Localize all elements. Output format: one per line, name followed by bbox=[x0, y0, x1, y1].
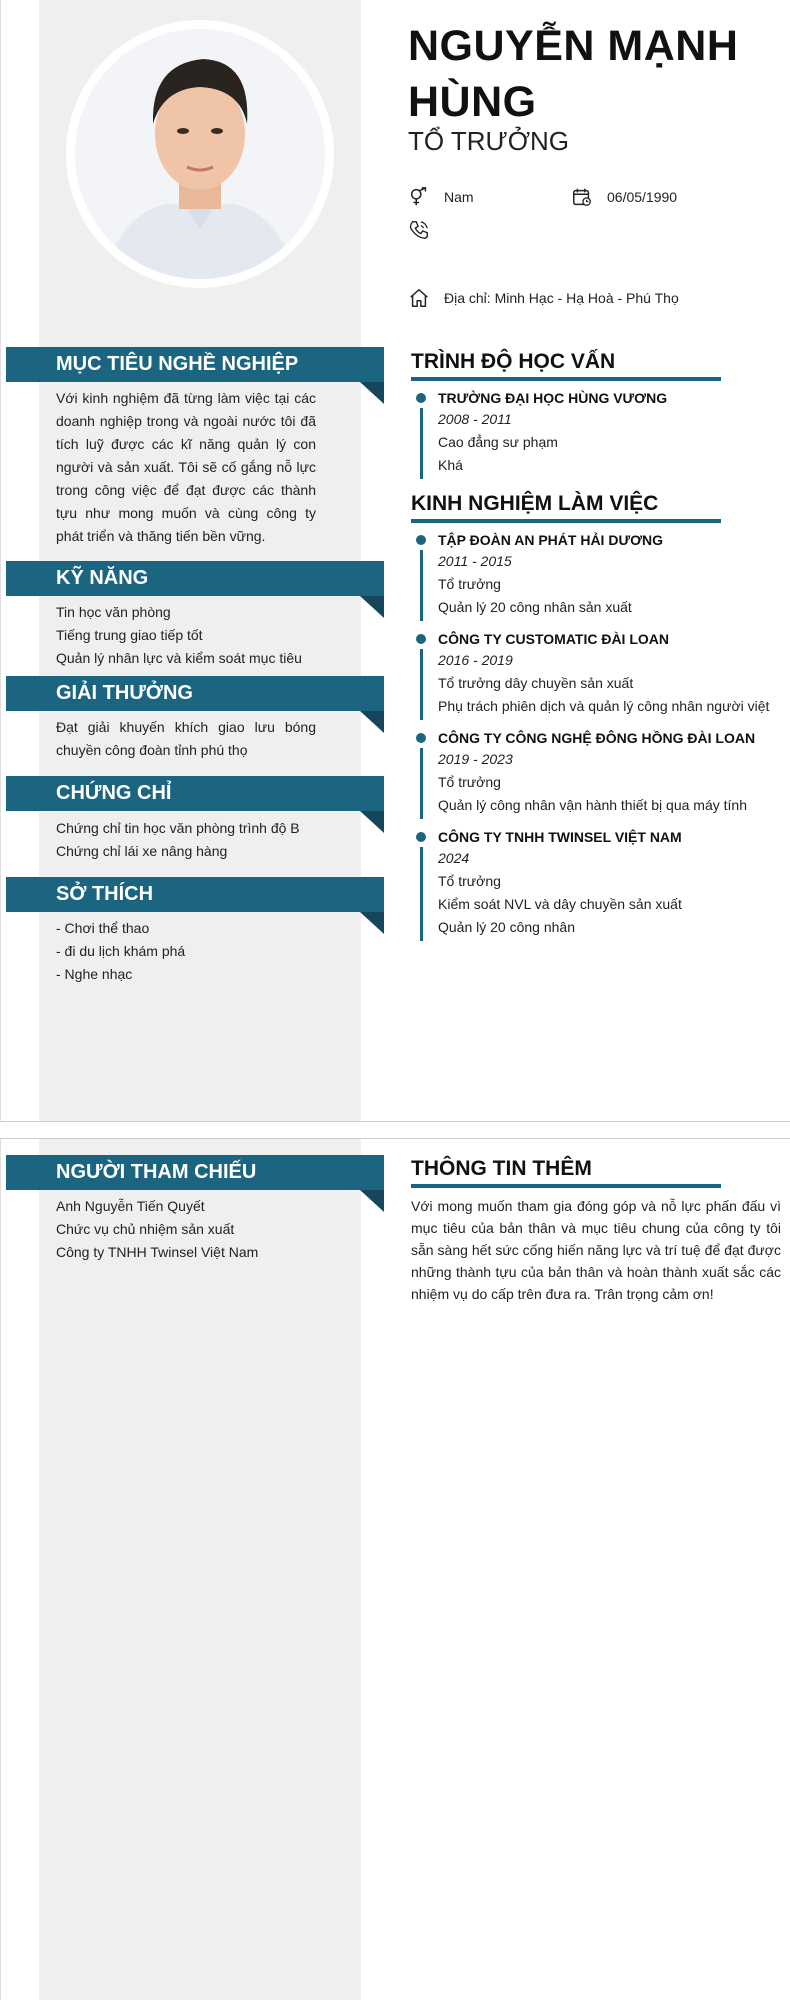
additional-info-heading: THÔNG TIN THÊM bbox=[411, 1157, 721, 1188]
experience-item bbox=[411, 827, 781, 939]
timeline-line bbox=[420, 748, 423, 819]
heading-fold bbox=[360, 1190, 384, 1212]
home-icon bbox=[408, 287, 430, 309]
experience-item bbox=[411, 728, 781, 817]
experience-date: 2011 - 2015 bbox=[438, 553, 512, 569]
timeline-line bbox=[420, 550, 423, 621]
page-gap bbox=[0, 1122, 790, 1138]
objective-heading: MỤC TIÊU NGHỀ NGHIỆP bbox=[6, 347, 384, 382]
heading-fold bbox=[360, 382, 384, 404]
timeline-dot bbox=[416, 733, 426, 743]
education-line: Khá bbox=[438, 457, 463, 473]
education-timeline bbox=[411, 388, 781, 487]
timeline-line bbox=[420, 408, 423, 479]
profile-photo bbox=[75, 29, 325, 279]
education-heading: TRÌNH ĐỘ HỌC VẤN bbox=[411, 350, 721, 381]
phone-row bbox=[408, 219, 444, 241]
certificates-list bbox=[56, 817, 316, 863]
experience-line: Phụ trách phiên dịch và quản lý công nhân người việt bbox=[438, 698, 770, 714]
timeline-dot bbox=[416, 393, 426, 403]
list-item: - Nghe nhạc bbox=[56, 966, 133, 982]
left-column bbox=[39, 1139, 361, 2000]
education-item bbox=[411, 388, 781, 477]
birthdate-row bbox=[571, 186, 677, 208]
list-item: Chứng chỉ lái xe nâng hàng bbox=[56, 843, 228, 859]
heading-fold bbox=[360, 596, 384, 618]
list-item: - Chơi thể thao bbox=[56, 920, 150, 936]
gender-row bbox=[408, 186, 474, 208]
certificates-heading: CHỨNG CHỈ bbox=[6, 776, 384, 811]
objective-text: Với kinh nghiệm đã từng làm việc tại các doanh nghiệp trong và ngoài nước tôi đã tích luỹ được các kĩ năng quản lý con người và sản xuất. Tôi sẽ cố gắng nỗ lực trong công việc để đạt được các thành tựu như mong muốn và cùng công ty phát triển và thăng tiến bền vững. bbox=[56, 390, 316, 544]
full-name: NGUYỄN MẠNH HÙNG bbox=[408, 22, 739, 126]
education-org: TRƯỜNG ĐẠI HỌC HÙNG VƯƠNG bbox=[438, 390, 668, 406]
experience-line: Quản lý 20 công nhân sản xuất bbox=[438, 599, 632, 615]
list-item: Công ty TNHH Twinsel Việt Nam bbox=[56, 1244, 259, 1260]
education-date: 2008 - 2011 bbox=[438, 411, 512, 427]
list-item: Tin học văn phòng bbox=[56, 604, 171, 620]
experience-org: CÔNG TY TNHH TWINSEL VIỆT NAM bbox=[438, 829, 682, 845]
birthdate-value: 06/05/1990 bbox=[607, 189, 678, 205]
awards-heading: GIẢI THƯỞNG bbox=[6, 676, 384, 711]
timeline-line bbox=[420, 847, 423, 941]
skills-heading: KỸ NĂNG bbox=[6, 561, 384, 596]
experience-line: Kiểm soát NVL và dây chuyền sản xuất bbox=[438, 896, 682, 912]
experience-line: Tổ trưởng bbox=[438, 576, 501, 592]
experience-line: Quản lý công nhân vận hành thiết bị qua máy tính bbox=[438, 797, 747, 813]
cv-page-2 bbox=[0, 1138, 790, 2000]
list-item: Tiếng trung giao tiếp tốt bbox=[56, 627, 203, 643]
address-value: Địa chỉ: Minh Hạc - Hạ Hoà - Phú Thọ bbox=[444, 290, 679, 306]
person-photo-icon bbox=[75, 29, 325, 279]
hobbies-heading: SỞ THÍCH bbox=[6, 877, 384, 912]
list-item: Chức vụ chủ nhiệm sản xuất bbox=[56, 1221, 235, 1237]
list-item: Chứng chỉ tin học văn phòng trình độ B bbox=[56, 820, 300, 836]
timeline-dot bbox=[416, 634, 426, 644]
experience-date: 2024 bbox=[438, 850, 470, 866]
list-item: Quản lý nhân lực và kiểm soát mục tiêu bbox=[56, 650, 302, 666]
experience-org: TẬP ĐOÀN AN PHÁT HẢI DƯƠNG bbox=[438, 532, 664, 548]
experience-date: 2016 - 2019 bbox=[438, 652, 513, 668]
gender-value: Nam bbox=[444, 189, 474, 205]
experience-heading: KINH NGHIỆM LÀM VIỆC bbox=[411, 492, 721, 523]
experience-timeline bbox=[411, 530, 781, 949]
phone-icon bbox=[408, 219, 430, 241]
skills-list bbox=[56, 601, 316, 670]
references-list bbox=[56, 1195, 316, 1264]
list-item: Anh Nguyễn Tiến Quyết bbox=[56, 1198, 205, 1214]
experience-date: 2019 - 2023 bbox=[438, 751, 513, 767]
additional-info-text: Với mong muốn tham gia đóng góp và nỗ lực phấn đấu vì mục tiêu của bản thân và mục tiêu chung của công ty tôi sẵn sàng hết sức cống hiến năng lực và trí tuệ để đạt được những thành tựu của bản thân và hoàn thành xuất sắc các nhiệm vụ do cấp trên đưa ra. Trân trọng cảm ơn! bbox=[411, 1198, 781, 1302]
hobbies-list bbox=[56, 917, 316, 986]
experience-item bbox=[411, 530, 781, 619]
timeline-dot bbox=[416, 832, 426, 842]
experience-line: Tổ trưởng bbox=[438, 774, 501, 790]
calendar-icon bbox=[571, 186, 593, 208]
education-line: Cao đẳng sư phạm bbox=[438, 434, 558, 450]
experience-line: Tổ trưởng dây chuyền sản xuất bbox=[438, 675, 634, 691]
address-row bbox=[408, 287, 679, 309]
references-heading: NGƯỜI THAM CHIẾU bbox=[6, 1155, 384, 1190]
experience-item bbox=[411, 629, 781, 718]
profile-photo-frame bbox=[66, 20, 334, 288]
experience-line: Quản lý 20 công nhân bbox=[438, 919, 575, 935]
awards-text: Đạt giải khuyến khích giao lưu bóng chuyền công đoàn tỉnh phú thọ bbox=[56, 719, 316, 758]
heading-fold bbox=[360, 711, 384, 733]
heading-fold bbox=[360, 811, 384, 833]
experience-org: CÔNG TY CUSTOMATIC ĐÀI LOAN bbox=[438, 631, 669, 647]
timeline-line bbox=[420, 649, 423, 720]
gender-icon bbox=[408, 186, 430, 208]
timeline-dot bbox=[416, 535, 426, 545]
heading-fold bbox=[360, 912, 384, 934]
job-title: TỔ TRƯỞNG bbox=[408, 126, 570, 156]
experience-org: CÔNG TY CÔNG NGHỆ ĐÔNG HỒNG ĐÀI LOAN bbox=[438, 730, 756, 746]
experience-line: Tổ trưởng bbox=[438, 873, 501, 889]
list-item: - đi du lịch khám phá bbox=[56, 943, 186, 959]
